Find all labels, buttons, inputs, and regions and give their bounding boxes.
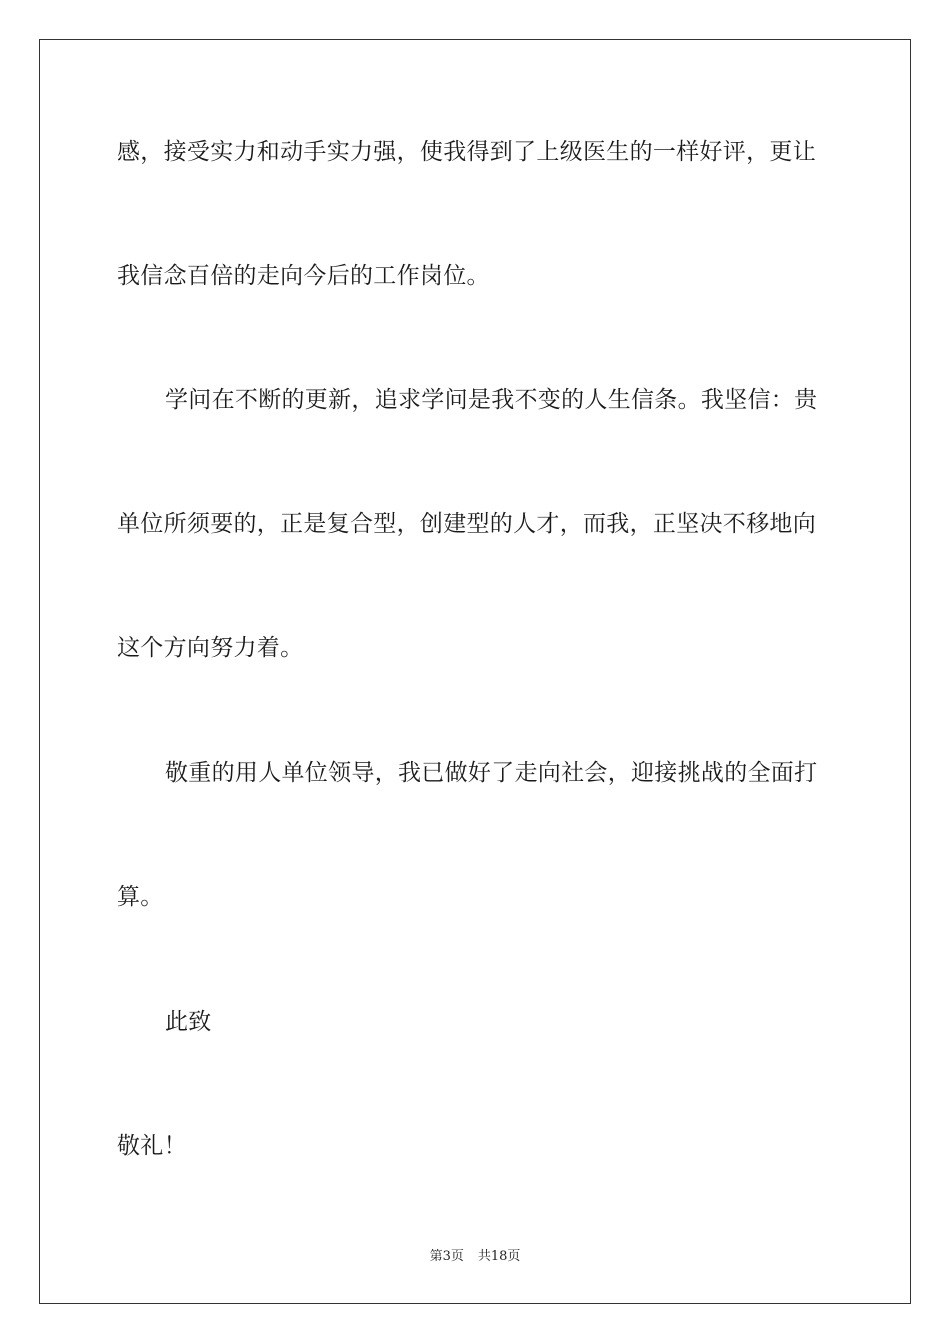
page-frame xyxy=(39,39,911,1304)
body-text-line: 算。 xyxy=(117,884,164,910)
page-total: 共18页 xyxy=(477,1249,521,1264)
body-text-line: 感，接受实力和动手实力强，使我得到了上级医生的一样好评，更让 xyxy=(117,139,816,165)
page-footer xyxy=(0,1248,950,1266)
paragraph-start-line: 敬重的用人单位领导，我已做好了走向社会，迎接挑战的全面打 xyxy=(165,760,818,786)
paragraph-start-line: 学问在不断的更新，追求学问是我不变的人生信条。我坚信：贵 xyxy=(165,387,818,413)
page-number: 第3页 xyxy=(429,1249,464,1264)
body-text-line: 我信念百倍的走向今后的工作岗位。 xyxy=(117,263,490,289)
closing-regards: 敬礼！ xyxy=(117,1133,187,1159)
body-text-line: 这个方向努力着。 xyxy=(117,635,304,661)
closing-salutation: 此致 xyxy=(165,1009,212,1035)
body-text-line: 单位所须要的，正是复合型，创建型的人才，而我，正坚决不移地向 xyxy=(117,511,816,537)
